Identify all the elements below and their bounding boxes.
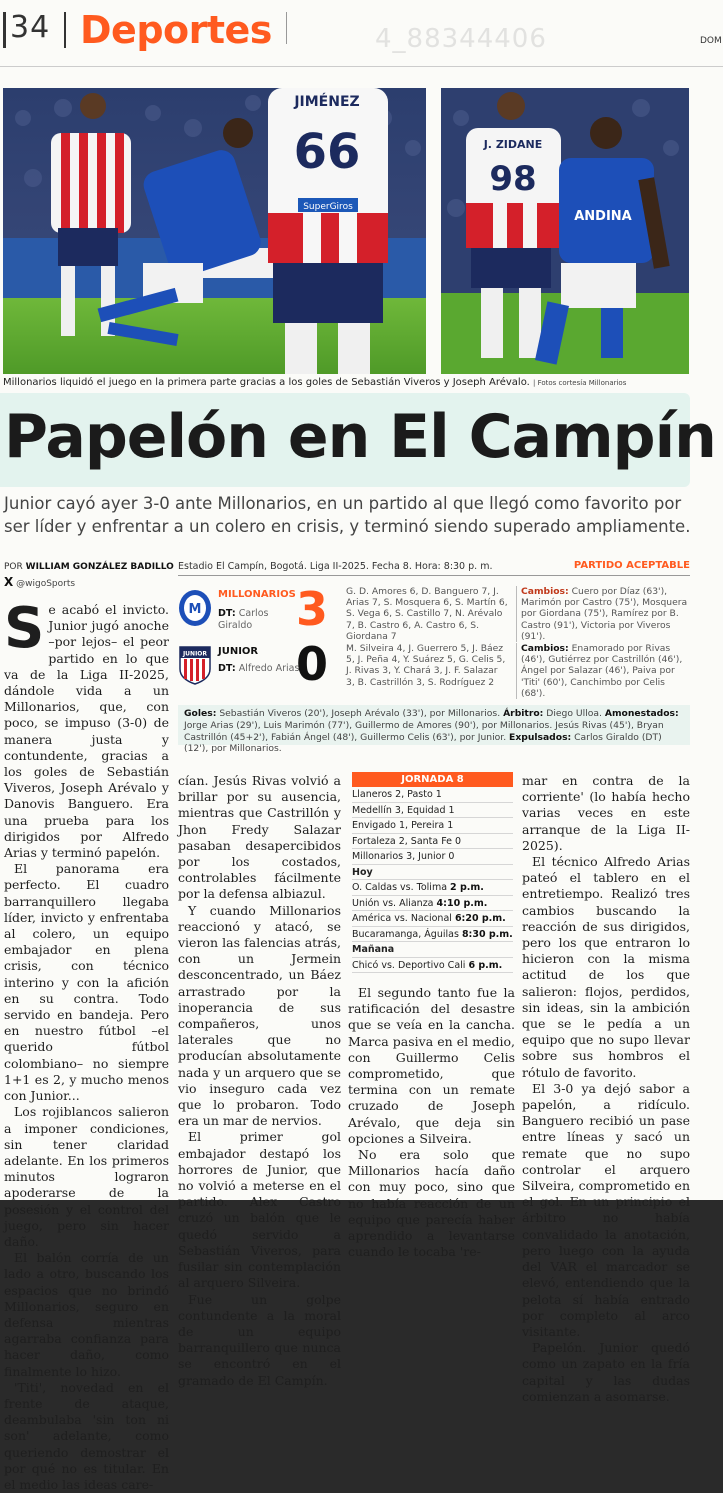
paragraph: El segundo tanto fue la ratificación del desastre que se veía en la cancha. Marca pasiva en el medio, con Guillermo Celis comprometido, que termina con un remate cruzado de Joseph Arévalo, que deja sin opciones a Silveira. [348,985,515,1146]
cautions-text: Jorge Arias (29'), Luis Marimón (77'), Guillermo de Amores (90'), por Millonarios. Jesús Rivas (45'), Bryan Castrillón (45+2'), Fabián Ángel (48'), Guillermo Celis (63'), por Junior. [184,719,664,743]
paragraph: 'Titi', novedad en el frente de ataque, deambulaba 'sin ton ni son' adelante, como queriendo demostrar el por qué no es titular. En el medio las ideas care- [4,1379,169,1492]
fixture-upcoming [352,958,513,974]
crest-letter: JUNIOR [182,650,208,658]
fixture-upcoming [352,880,513,896]
jersey-number-right: 98 [489,159,537,199]
fixtures-tomorrow-label: Mañana [352,942,513,958]
fixture-time: 6:20 p.m. [454,913,506,924]
expelled-label: Expulsados: [509,731,572,743]
paragraph: No era solo que Millonarios hacía daño con muy poco, sino que no había reacción de un equipo que parecía haber aprendido a levantarse cuando le tocaba 're- [348,1147,515,1260]
goals-text: Sebastián Viveros (20'), Joseph Arévalo (33'), por Millonarios. [219,708,501,719]
paragraph: Los rojiblancos salieron a imponer condiciones, sin tener claridad adelante. En los primeros minutos lograron apoderarse de la posesión y el control del juego, pero sin hacer daño. [4,1104,169,1249]
junior-crest-icon [178,645,212,685]
jersey-name-right: J. ZIDANE [483,138,543,151]
article-column-4 [522,773,690,1405]
fixtures-table [352,772,513,973]
match-photo-right [441,88,689,374]
paragraph: El balón corría de un lado a otro, buscando los espacios que no brindó Millonarios, seguro en defensa mientras agarraba confianza para hacer daño, como finalmente lo hizo. [4,1250,169,1379]
coach-name: Alfredo Arias [238,663,300,674]
handle-text: @wigoSports [16,579,76,589]
x-icon: X [4,575,14,589]
paragraph: Papelón. Junior quedó como un zapato en la fría capital y las dudas comienzan a asomarse. [522,1340,690,1404]
home-lineup: G. D. Amores 6, D. Banguero 7, J. Arias 7, S. Mosquera 6, S. Martín 6, S. Vega 6, S. Castillo 7, N. Arévalo 7, B. Castro 6, A. Castro 6, S. Giordana 7 [346,586,508,642]
dt-label: DT: [218,663,236,674]
photo-caption [3,377,693,388]
away-score: 0 [296,637,329,691]
away-changes [516,643,690,699]
sponsor-left: SuperGiros [303,202,353,212]
match-photo-left [3,88,426,374]
fixture-result: Fortaleza 2, Santa Fe 0 [352,834,513,850]
away-team-name: JUNIOR [218,646,259,657]
fixtures-title: JORNADA 8 [352,772,513,787]
fixture-upcoming [352,927,513,943]
changes-label: Cambios: [521,586,569,597]
section-title: Deportes [80,8,272,52]
jersey-name-left: JIMÉNEZ [294,94,360,110]
paragraph: El panorama era perfecto. El cuadro barranquillero llegaba líder, invicto y enfrentaba al colero, un equipo embajador en plena crisis, con técnico interino y con la afición en su contra. Todo servido en bandeja. Pero en nuestro fútbol –el querido fútbol colombiano– no siempre 1+1 es 2, y mucho menos con Junior... [4,861,169,1104]
changes-label: Cambios: [521,643,569,654]
cautions-label: Amonestados: [604,708,679,719]
page-header [0,0,723,60]
paragraph: mar en contra de la corriente' (lo había hecho varias veces en este arranque de la Liga II-2025). [522,773,690,853]
match-facts [178,705,690,755]
caption-text: Millonarios liquidó el juego en la primera parte gracias a los goles de Sebastián Viveros y Joseph Arévalo. [3,377,530,388]
jersey-number-left: 66 [293,124,361,180]
fixture-time: 4:10 p.m. [436,897,488,909]
match-box-header [178,556,690,576]
paragraph: Fue un golpe contundente a la moral de un equipo barranquillero que nunca se encontró en el gramado de El Campín. [178,1291,341,1388]
stadium-info: Estadio El Campín, Bogotá. Liga II-2025. Fecha 8. Hora: 8:30 p. m. [178,561,493,572]
away-coach [218,663,304,675]
author-name: WILLIAM GONZÁLEZ BADILLO [25,562,174,572]
fixture-match: Unión vs. Alianza [352,897,434,909]
byline-prefix: POR [4,562,23,572]
away-lineup: M. Silveira 4, J. Guerrero 5, J. Báez 5, J. Peña 4, Y. Suárez 5, G. Celis 5, J. Rivas 3, Y. Chará 3, J. F. Salazar 3, B. Castrillón 3, S. Rodríguez 2 [346,643,506,688]
fixture-upcoming [352,896,513,912]
fixture-match: América vs. Nacional [352,913,452,924]
article-column-3 [348,985,515,1260]
paragraph: El técnico Alfredo Arias pateó el tablero en el entretiempo. Realizó tres cambios buscando la reacción de sus dirigidos, pero los que entraron lo hicieron con la misma actitud de los que salieron: flojos, perdidos, sin ideas, sin la ambición que se le pedía a un equipo que no supo llevar sobre sus hombros el rótulo de favorito. [522,854,690,1080]
deck: Junior cayó ayer 3-0 ante Millonarios, en un partido al que llegó como favorito por ser líder y enfrentar a un colero en crisis, y terminó siendo superado ampliamente. [4,494,691,536]
fixture-upcoming [352,911,513,927]
home-changes [516,586,690,642]
divider [286,12,287,44]
home-team-name: MILLONARIOS [218,589,296,600]
header-rule [0,66,723,67]
paragraph: El primer gol embajador destapó los horrores de Junior, que no volvió a meterse en el partido. Alex Castro cruzó un balón que le quedó servido a Sebastián Viveros, para fusilar sin contemplación al arquero Silveira. [178,1129,341,1291]
article-column-1 [4,596,169,1493]
fixture-time: 8:30 p.m. [461,928,513,940]
divider [3,12,6,48]
fixture-result: Llaneros 2, Pasto 1 [352,787,513,803]
photo-credit: | Fotos cortesía Millonarios [533,379,627,387]
referee-text: Diego Ulloa. [546,708,602,719]
dropcap: S [4,596,45,661]
dt-label: DT: [218,608,236,619]
fixtures-today-label: Hoy [352,865,513,881]
fixture-match: Chicó vs. Deportivo Cali [352,959,466,971]
paragraph [4,596,169,861]
paragraph-text: e acabó el invicto. Junior jugó anoche –por lejos– el peor partido en lo que va de la Liga II-2025, dándole vida a un Millonarios, que, con poco, se impuso (3-0) de manera justa y contundente, gracias a los goles de Sebastián Viveros, Joseph Arévalo y Danovis Banguero. Era una prueba para los dirigidos por Alfredo Arias y terminó papelón. [4,602,169,861]
paragraph: cían. Jesús Rivas volvió a brillar por su ausencia, mientras que Castrillón y Jhon Fredy Salazar pasaban desapercibidos por los costados, controlables fácilmente por la defensa albiazul. [178,773,341,902]
changes-text: Enamorado por Rivas (46'), Gutiérrez por Castrillón (46'), Ángel por Salazar (46'), Paiva por 'Titi' (60'), Canchimbo por Celis (68'). [521,643,683,699]
millonarios-crest-icon [178,588,212,628]
fixture-result: Millonarios 3, Junior 0 [352,849,513,865]
crest-letter: M [188,602,202,617]
paragraph: Y cuando Millonarios reaccionó y atacó, se vieron las falencias atrás, con un Jermein desconcentrado, un Báez arrastrado por la inoperancia de sus compañeros, unos laterales que no producían absolutamente nada y un arquero que se vio inseguro cada vez que lo probaron. Todo era un mar de nervios. [178,902,341,1129]
fixture-result: Medellín 3, Equidad 1 [352,803,513,819]
fixture-time: 6 p.m. [468,959,503,971]
changes-text: Cuero por Díaz (63'), Marimón por Castro (75'), Mosquera por Giordana (75'), Ramírez por B. Castro (91'), Victoria por Viveros (91'). [521,586,688,642]
coach-name: Carlos Giraldo [218,608,269,631]
fixture-match: O. Caldas vs. Tolima [352,882,448,893]
match-verdict: PARTIDO ACEPTABLE [573,560,690,571]
social-handle [4,575,75,589]
referee-label: Árbitro: [503,708,544,719]
sponsor-right: ANDINA [574,209,632,224]
fixture-time: 2 p.m. [450,882,484,893]
day-label: DOM [700,36,722,46]
fixture-result: Envigado 1, Pereira 1 [352,818,513,834]
headline: Papelón en El Campín [4,402,716,472]
article-column-2 [178,773,341,1389]
expelled-text: Carlos Giraldo (DT) (12'), por Millonarios. [184,731,662,755]
ghost-text: 4_88344406 [375,24,547,54]
divider [64,12,66,48]
paragraph: El 3-0 ya dejó sabor a papelón, a ridículo. Banguero recibió un pase entre líneas y sacó un remate que no supo controlar el arquero Silveira, comprometido en el gol. En un principio el árbitro no había convalidado la anotación, pero luego con la ayuda del VAR el marcador se elevó, entendiendo que la pelota sí había entrado por completo al arco visitante. [522,1080,690,1339]
home-score: 3 [296,582,329,636]
byline [4,562,174,572]
page-number: 34 [10,10,51,45]
home-coach [218,608,304,632]
goals-label: Goles: [184,708,217,719]
fixture-match: Bucaramanga, Águilas [352,928,459,940]
